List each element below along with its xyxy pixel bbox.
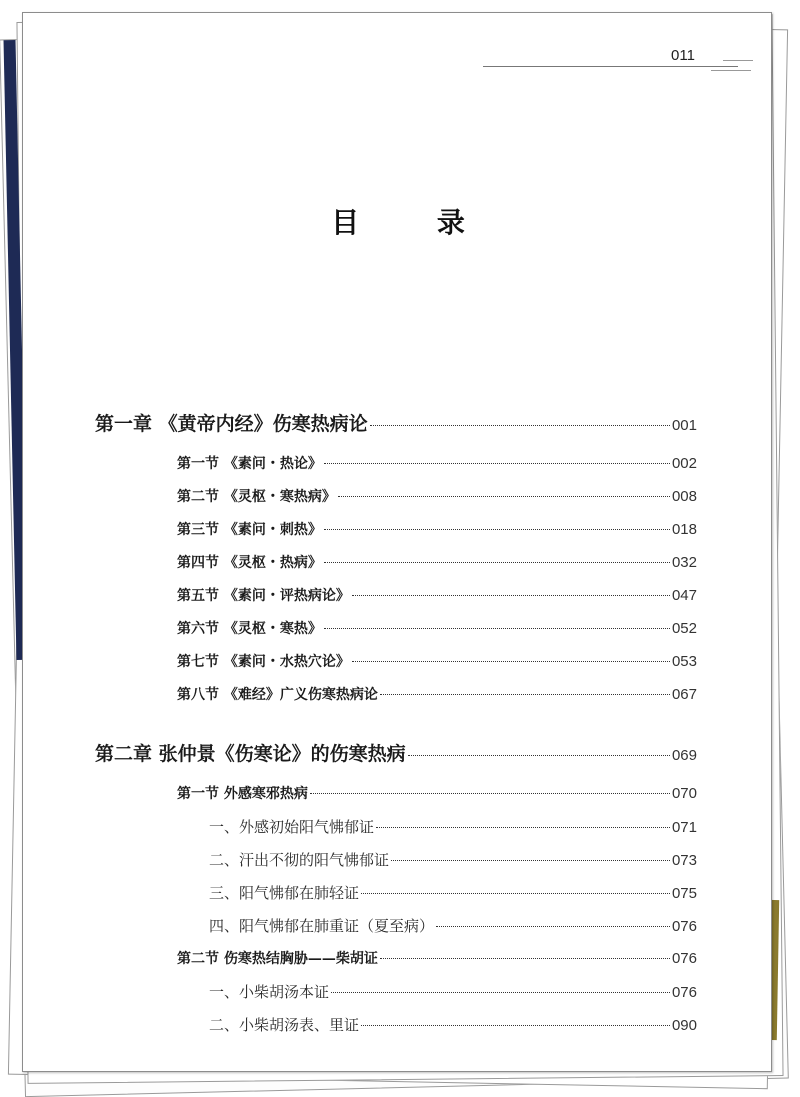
toc-item-entry[interactable] [209,849,697,870]
toc-item-entry[interactable] [209,981,697,1002]
toc-entry-label: 第二章 张仲景《伤寒论》的伤寒热病 [95,743,406,765]
toc-item-entry[interactable] [209,816,697,837]
toc-leader-dots [310,793,670,794]
header-rule [723,60,753,61]
toc-entry-label: 第二节 《灵枢・寒热病》 [177,489,336,505]
toc-entry-label: 第四节 《灵枢・热病》 [177,555,322,571]
toc-section-entry[interactable] [177,585,697,605]
toc-item-entry[interactable] [209,915,697,936]
toc-leader-dots [370,425,670,426]
toc-entry-label: 一、外感初始阳气怫郁证 [209,818,375,836]
toc-entry-label: 第一节 外感寒邪热病 [177,786,308,802]
header-rule [711,70,751,71]
toc-section-entry[interactable] [177,519,697,539]
toc-entry-label: 二、汗出不彻的阳气怫郁证 [209,851,390,869]
toc-section-entry[interactable] [177,552,697,572]
toc-section-entry[interactable] [177,783,697,803]
toc-item-entry[interactable] [209,1014,697,1035]
toc-chapter-entry[interactable] [95,409,697,436]
toc-section-entry[interactable] [177,453,697,473]
toc-entry-page: 076 [671,950,697,967]
page-number: 011 [671,47,695,64]
toc-entry-label: 第七节 《素问・水热穴论》 [177,654,350,670]
toc-entry-page: 070 [671,785,697,802]
toc-leader-dots [380,694,670,695]
toc-leader-dots [361,1025,670,1026]
toc-entry-page: 018 [671,521,697,538]
page-title: 目 录 [331,206,499,239]
document-page [22,12,772,1072]
header-rule [483,66,738,67]
toc-entry-label: 第六节 《灵枢・寒热》 [177,621,322,637]
toc-leader-dots [324,562,670,563]
toc-leader-dots [324,628,670,629]
toc-leader-dots [361,893,670,894]
toc-entry-label: 第五节 《素问・评热病论》 [177,588,350,604]
toc-leader-dots [324,463,670,464]
toc-entry-page: 090 [671,1017,697,1034]
toc-entry-page: 069 [671,747,697,764]
toc-entry-label: 第一章 《黄帝内经》伤寒热病论 [95,413,368,435]
toc-entry-label: 四、阳气怫郁在肺重证（夏至病） [209,917,435,935]
toc-entry-label: 第八节 《难经》广义伤寒热病论 [177,687,378,703]
toc-entry-page: 067 [671,686,697,703]
toc-section-entry[interactable] [177,684,697,704]
toc-entry-page: 075 [671,885,697,902]
toc-entry-page: 071 [671,819,697,836]
toc-entry-label: 二、小柴胡汤表、里证 [209,1016,360,1034]
toc-entry-page: 073 [671,852,697,869]
toc-leader-dots [352,661,670,662]
toc-entry-page: 002 [671,455,697,472]
toc-chapter-entry[interactable] [95,739,697,766]
toc-section-entry[interactable] [177,651,697,671]
toc-leader-dots [391,860,670,861]
toc-leader-dots [436,926,670,927]
toc-entry-page: 076 [671,918,697,935]
toc-leader-dots [352,595,670,596]
toc-entry-label: 第一节 《素问・热论》 [177,456,322,472]
toc-entry-label: 三、阳气怫郁在肺轻证 [209,884,360,902]
toc-entry-page: 053 [671,653,697,670]
toc-section-entry[interactable] [177,618,697,638]
toc-entry-label: 第三节 《素问・刺热》 [177,522,322,538]
toc-entry-page: 047 [671,587,697,604]
toc-entry-label: 一、小柴胡汤本证 [209,983,330,1001]
toc-leader-dots [376,827,670,828]
toc-leader-dots [338,496,670,497]
toc-entry-page: 008 [671,488,697,505]
toc-entry-page: 076 [671,984,697,1001]
toc-entry-page: 032 [671,554,697,571]
toc-leader-dots [324,529,670,530]
toc-section-entry[interactable] [177,486,697,506]
toc-item-entry[interactable] [209,882,697,903]
toc-leader-dots [380,958,670,959]
toc-leader-dots [408,755,670,756]
toc-leader-dots [331,992,670,993]
toc-entry-label: 第二节 伤寒热结胸胁——柴胡证 [177,951,378,967]
toc-entry-page: 052 [671,620,697,637]
toc-section-entry[interactable] [177,948,697,968]
toc-entry-page: 001 [671,417,697,434]
